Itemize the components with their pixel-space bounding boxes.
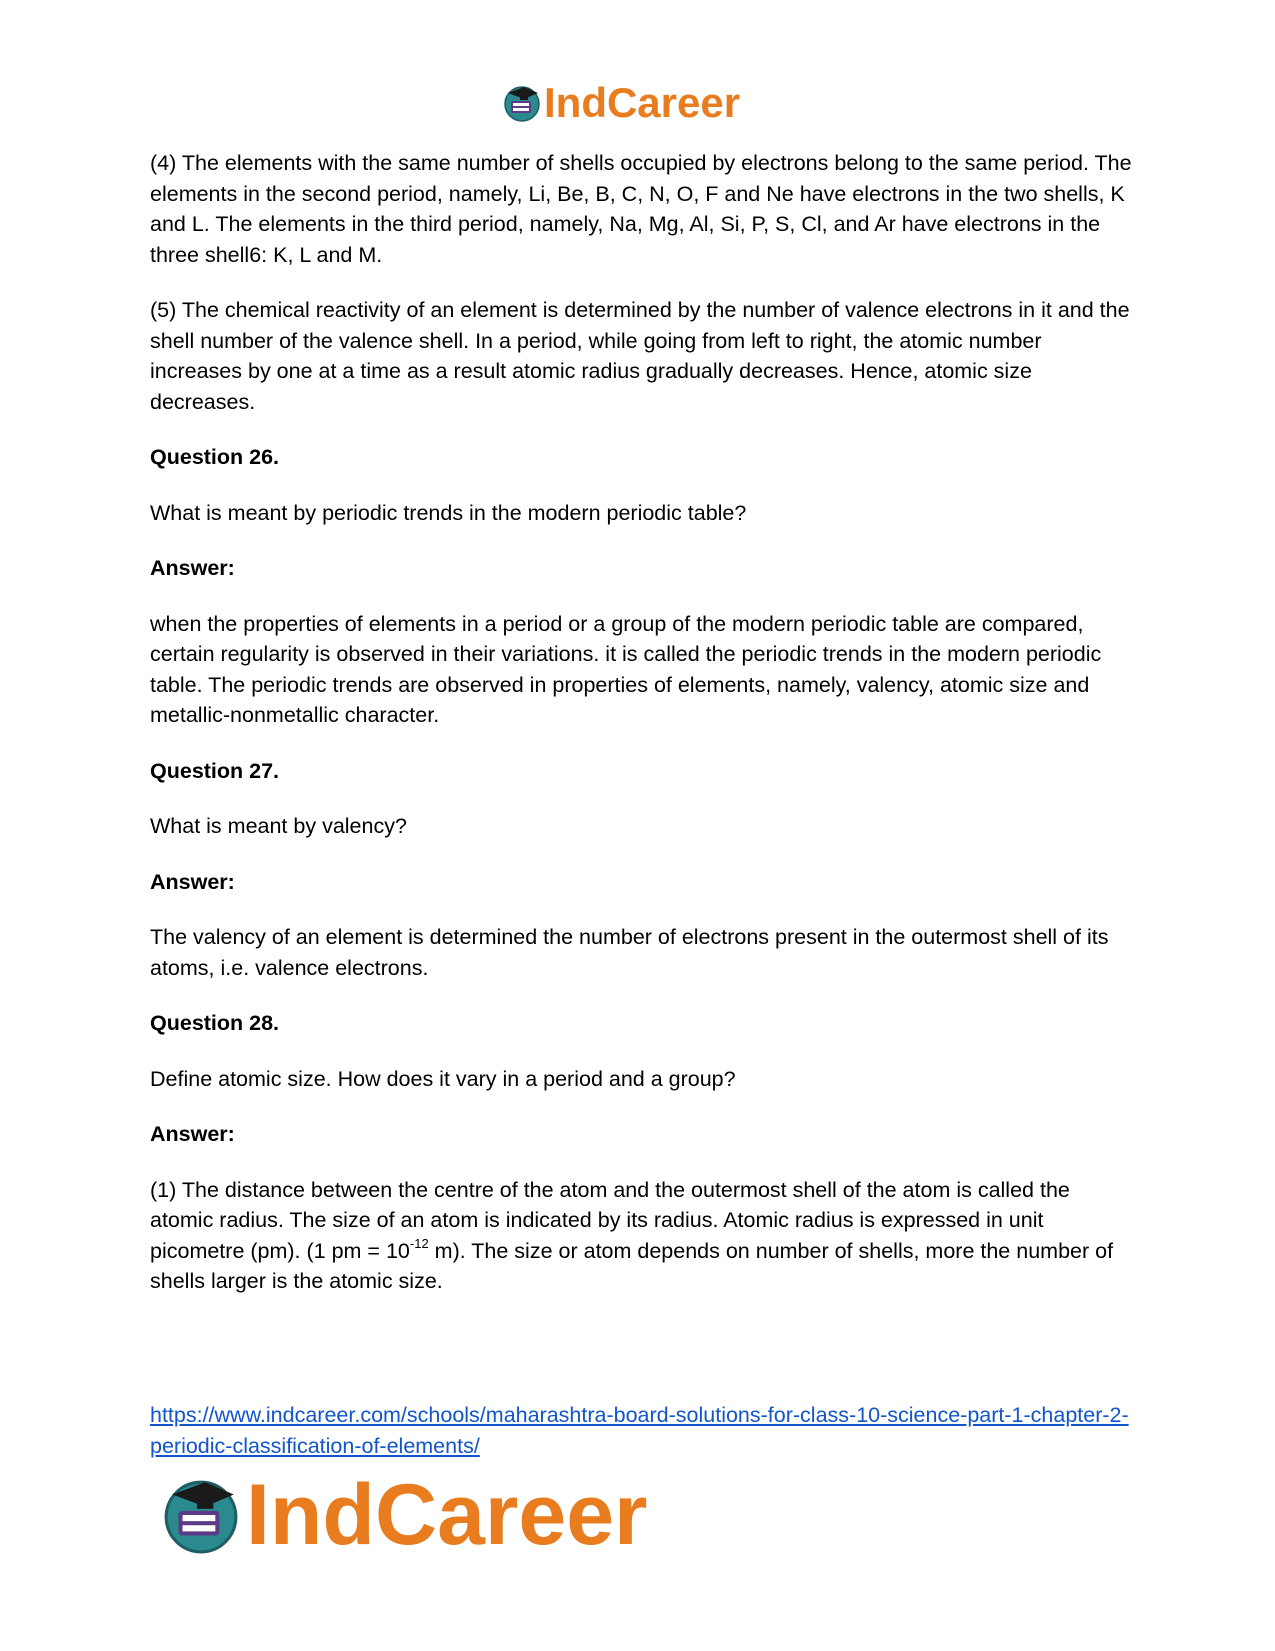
document-body — [150, 148, 1135, 1322]
question-27-text: What is meant by valency? — [150, 814, 407, 838]
question-28-text: Define atomic size. How does it vary in a period and a group? — [150, 1066, 736, 1091]
answer-28-text-part2: m). The size or atom depends on number of shells, more the number of shells larger is the atomic size. — [150, 1238, 1114, 1293]
answer-26-label: Answer: — [150, 556, 235, 580]
question-26-text: What is meant by periodic trends in the modern periodic table? — [150, 500, 747, 525]
answer-27-label: Answer: — [150, 869, 235, 894]
paragraph-point-4: (4) The elements with the same number of shells occupied by electrons belong to the same period. The elements in the second period, namely, Li, Be, B, C, N, O, F and Ne have electrons in the two shells, K and L. The elements in the third period, namely, Na, Mg, Al, Si, P, S, Cl, and Ar have electrons in the three shell6: K, L and M. — [150, 151, 1132, 267]
question-26-label: Question 26. — [150, 445, 280, 469]
header-logo-text: IndCareer — [544, 79, 741, 126]
source-link[interactable]: https://www.indcareer.com/schools/maharashtra-board-solutions-for-class-10-science-part-1-chapter-2-periodic-classification-of-elements/ — [150, 1403, 1129, 1458]
question-28-label: Question 28. — [150, 1011, 280, 1035]
graduation-cap-book-globe-icon — [160, 1474, 242, 1556]
answer-28-text-part1: (1) The distance between the centre of the atom and the outermost shell of the atom is called the atomic radius. The size of an atom is indicated by its radius. Atomic radius is expressed in unit picometre (pm). (1 pm = 10 — [150, 1177, 1070, 1263]
footer-logo-text: IndCareer — [246, 1467, 648, 1563]
answer-28-label: Answer: — [150, 1122, 235, 1146]
answer-27-text: The valency of an element is determined the number of electrons present in the outermost shell of its atoms, i.e. valence electrons. — [150, 925, 1109, 980]
question-27-label: Question 27. — [150, 758, 280, 783]
footer-link-block — [150, 1400, 1140, 1461]
footer-logo — [160, 1467, 648, 1563]
graduation-cap-book-globe-icon — [502, 83, 542, 123]
answer-26-text: when the properties of elements in a period or a group of the modern periodic table are compared, certain regularity is observed in their variations. it is called the periodic trends in the modern periodic table. The periodic trends are observed in properties of elements, namely, valency, atomic size and metallic-nonmetallic character. — [150, 611, 1102, 727]
paragraph-point-5: (5) The chemical reactivity of an element is determined by the number of valence electrons in it and the shell number of the valence shell. In a period, while going from left to right, the atomic number increases by one at a time as a result atomic radius gradually decreases. Hence, atomic size decreases. — [150, 298, 1130, 414]
header-logo — [502, 78, 740, 128]
answer-28-exponent: -12 — [409, 1236, 429, 1252]
answer-28-text — [150, 1175, 1135, 1297]
